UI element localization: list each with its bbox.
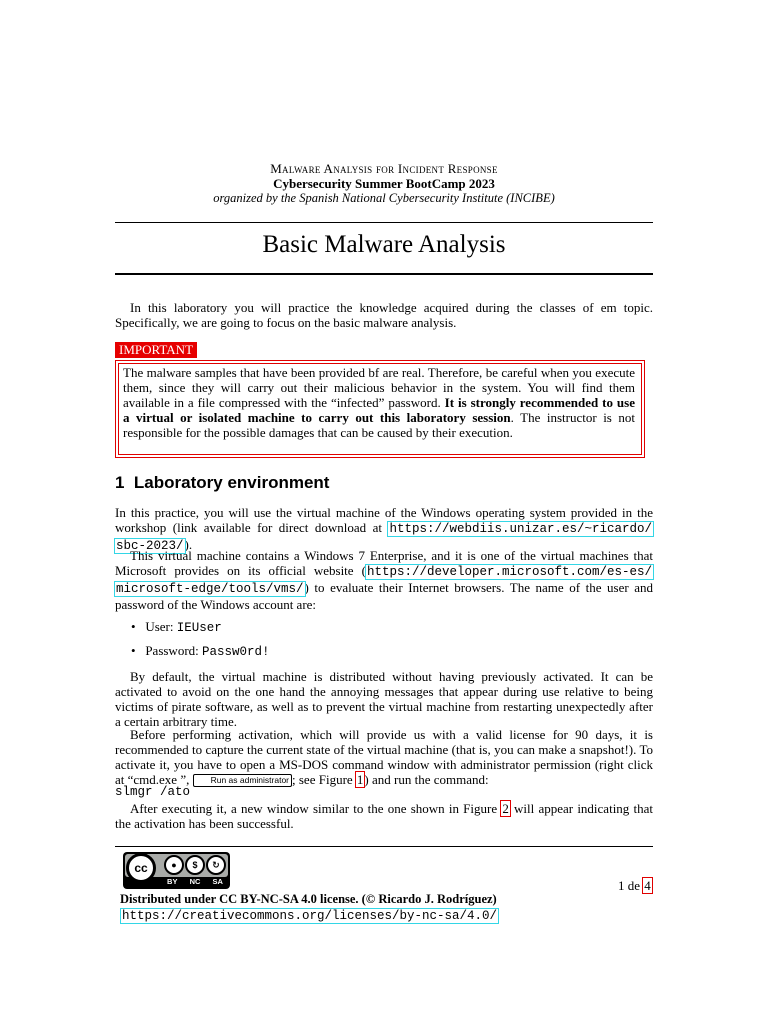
microsoft-link[interactable]: https://developer.microsoft.com/es-es/ bbox=[366, 565, 652, 579]
last-page-link[interactable]: 4 bbox=[644, 878, 651, 893]
copyright-icon: © bbox=[365, 892, 376, 906]
paragraph-environment: In this practice, you will use the virtual machine of the Windows operating system provided in the workshop (link available for direct download at https://webdiis.unizar.es/~ricardo/ sbc-2023/). bbox=[115, 505, 653, 553]
intro-paragraph: In this laboratory you will practice the knowledge acquired during the classes of em topic. Specifically, we are going to focus on the basic malware analysis. bbox=[115, 300, 653, 330]
paragraph-after-executing: After executing it, a new window similar to the one shown in Figure 2 will appear indicating that the activation has been successful. bbox=[115, 801, 654, 831]
noncommercial-icon: $ bbox=[185, 855, 205, 875]
paragraph-before-activation: Before performing activation, which will provide us with a valid license for 90 days, it is recommended to capture the current state of the virtual machine (that is, you can make a snapshot!). To activate it, you have to open a MS-DOS command window with administrator permission (right click at “cmd.exe ”, Run as administrator ; see Figure 1) and run the command: bbox=[115, 727, 653, 787]
page-number: 1 de 4 bbox=[618, 878, 651, 893]
figure-2-ref[interactable]: 2 bbox=[502, 801, 509, 816]
event-name: Cybersecurity Summer BootCamp 2023 bbox=[273, 176, 495, 191]
paragraph-activation: By default, the virtual machine is distributed without having previously activated. It can be activated to avoid on the one hand the annoying messages that appear during use relative to being victims of pirate software, as well as to prevent the virtual machine from restarting unexpectedly after a certain arbitrary time. bbox=[115, 669, 653, 729]
course-title: Malware Analysis for Incident Response bbox=[270, 161, 498, 176]
list-item-password: • Password: Passw0rd! bbox=[131, 643, 270, 659]
list-item-user: • User: IEUser bbox=[131, 619, 222, 635]
download-link-cont[interactable]: sbc-2023/ bbox=[116, 539, 184, 553]
important-bold-text: It is strongly recommended to use a virtual or isolated machine to carry out this laboratory session bbox=[123, 395, 635, 425]
cc-license-badge bbox=[123, 852, 230, 889]
page-title: Basic Malware Analysis bbox=[262, 231, 506, 258]
figure-1-ref[interactable]: 1 bbox=[356, 772, 364, 787]
license-url bbox=[121, 907, 498, 923]
title-top-rule bbox=[115, 222, 653, 223]
important-tag: IMPORTANT bbox=[115, 342, 197, 358]
sharealike-icon: ↻ bbox=[206, 855, 226, 875]
attribution-icon: ● bbox=[164, 855, 184, 875]
paragraph-vm: This virtual machine contains a Windows 7 Enterprise, and it is one of the virtual machines that Microsoft provides on its official website (https://developer.microsoft.com/es-es/ microsoft-edge/tools/vms/) to evaluate their Internet browsers. The name of the user and password of the Windows account are: bbox=[115, 548, 653, 612]
important-text: The malware samples that have been provided bf are real. Therefore, be careful when you execute them, since they will carry out their malicious behavior in the system. You will find them available in a file compressed with the “infected” password. It is strongly recommended to use a virtual or isolated machine to carry out this laboratory session. The instructor is not responsible for the possible damages that can be caused by their execution. bbox=[123, 365, 635, 440]
cc-labels: BY NC SA bbox=[167, 877, 223, 886]
microsoft-link-cont[interactable]: microsoft-edge/tools/vms/ bbox=[116, 582, 304, 596]
footer-rule bbox=[115, 846, 653, 847]
license-statement: Distributed under CC BY-NC-SA 4.0 license. (© Ricardo J. Rodríguez) bbox=[120, 892, 497, 906]
run-as-administrator-button: Run as administrator bbox=[193, 774, 292, 787]
title-bottom-rule bbox=[115, 273, 653, 275]
cc-logo-icon: cc bbox=[126, 853, 156, 883]
section-heading: 1 Laboratory environment bbox=[115, 473, 330, 492]
command-line: slmgr /ato bbox=[115, 785, 191, 799]
organizer-line: organized by the Spanish National Cybersecurity Institute (INCIBE) bbox=[213, 191, 555, 205]
download-link[interactable]: https://webdiis.unizar.es/~ricardo/ bbox=[389, 522, 652, 536]
license-link[interactable]: https://creativecommons.org/licenses/by-nc-sa/4.0/ bbox=[122, 909, 498, 923]
